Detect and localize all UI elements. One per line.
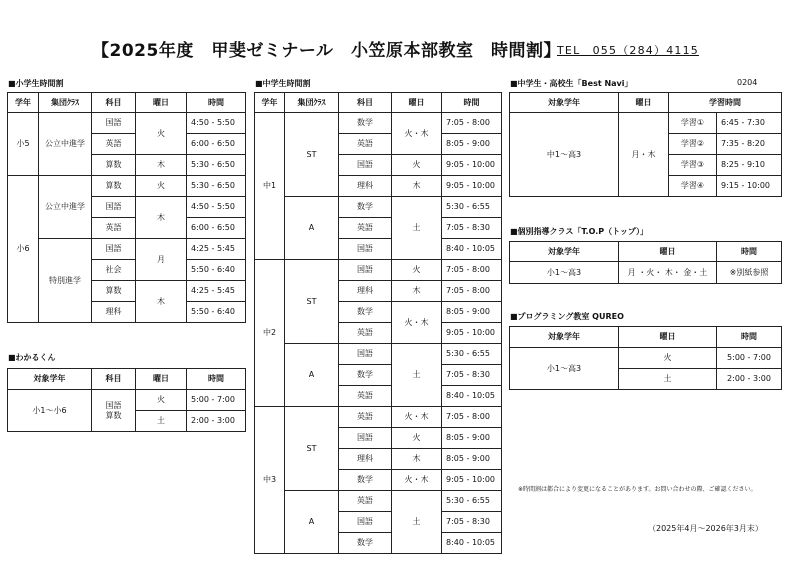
- time-cell: 9:05 - 10:00: [442, 323, 502, 344]
- time-cell: 5:30 - 6:55: [442, 197, 502, 218]
- time-cell: 5:30 - 6:50: [187, 176, 246, 197]
- grade-cell: 中2: [255, 260, 285, 407]
- page-title: 【2025年度 甲斐ゼミナール 小笠原本部教室 時間割】: [92, 41, 561, 61]
- grade-cell: 小1～小6: [8, 390, 92, 432]
- table-row: [255, 113, 502, 134]
- subject-cell: 算数: [92, 155, 136, 176]
- time-cell: 6:45 - 7:30: [717, 113, 782, 134]
- subject-cell: 国語: [92, 239, 136, 260]
- time-cell: 8:40 - 10:05: [442, 239, 502, 260]
- subject-cell: 英語: [92, 218, 136, 239]
- schedule-change-note: ※時間割は都合により変更になることがあります。お問い合わせの際、ご確認ください。: [518, 486, 757, 493]
- subject-cell: 数学: [339, 197, 392, 218]
- subject-cell: 数学: [339, 113, 392, 134]
- bestnavi-section-title: ■中学生・高校生「Best Navi」: [510, 79, 633, 88]
- table-row: [510, 262, 782, 284]
- table-row: [8, 390, 246, 411]
- day-cell: 月 ・火・ 木・ 金・土: [619, 262, 717, 284]
- subject-cell: 国語: [339, 428, 392, 449]
- subject-cell: 英語: [339, 407, 392, 428]
- day-cell: 火: [392, 155, 442, 176]
- subject-cell: 国語: [339, 260, 392, 281]
- day-cell: 火: [136, 390, 187, 411]
- time-cell: 8:05 - 9:00: [442, 302, 502, 323]
- document-code: 0204: [737, 78, 758, 87]
- table-header-row: [255, 93, 502, 113]
- header-time: 時間: [442, 93, 502, 113]
- table-header-row: [510, 93, 782, 113]
- subject-cell: 理科: [339, 281, 392, 302]
- time-cell: 9:15 - 10:00: [717, 176, 782, 197]
- day-cell: 火・木: [392, 407, 442, 428]
- grade-cell: 小6: [8, 176, 39, 323]
- header-subject: 科目: [92, 93, 136, 113]
- header-target-grade: 対象学年: [510, 242, 619, 262]
- day-cell: 月・木: [619, 113, 669, 197]
- day-cell: 火: [136, 113, 187, 155]
- subject-cell: 算数: [92, 176, 136, 197]
- header-day: 曜日: [136, 369, 187, 390]
- middle-section-title: ■中学生時間割: [255, 79, 311, 88]
- table-row: [255, 197, 502, 218]
- day-cell: 火: [619, 348, 717, 369]
- header-grade: 学年: [8, 93, 39, 113]
- study-slot-label: 学習②: [669, 134, 717, 155]
- table-header-row: [8, 93, 246, 113]
- day-cell: 火: [392, 428, 442, 449]
- elementary-section-title: ■小学生時間割: [8, 79, 64, 88]
- table-row: [510, 113, 782, 134]
- time-cell: 4:25 - 5:45: [187, 239, 246, 260]
- header-class: 集団ｸﾗｽ: [285, 93, 339, 113]
- time-cell: 7:35 - 8:20: [717, 134, 782, 155]
- subject-cell: 数学: [339, 365, 392, 386]
- table-header-row: [510, 327, 782, 348]
- time-cell: 7:05 - 8:30: [442, 218, 502, 239]
- time-cell: 8:25 - 9:10: [717, 155, 782, 176]
- time-cell: 8:40 - 10:05: [442, 386, 502, 407]
- header-target-grade: 対象学年: [510, 327, 619, 348]
- table-row: [8, 239, 246, 260]
- top-section-title: ■個別指導クラス「T.O.P（トップ）」: [510, 227, 648, 236]
- day-cell: 木: [392, 281, 442, 302]
- class-cell: ST: [285, 113, 339, 197]
- day-cell: 火: [136, 176, 187, 197]
- grade-cell: 中3: [255, 407, 285, 554]
- subject-japanese: 国語: [105, 400, 122, 410]
- day-cell: 木: [136, 155, 187, 176]
- subject-cell: 理科: [92, 302, 136, 323]
- schedule-period: （2025年4月～2026年3月末）: [648, 524, 763, 533]
- time-cell: 4:25 - 5:45: [187, 281, 246, 302]
- time-cell: 4:50 - 5:50: [187, 197, 246, 218]
- grade-cell: 小1～高3: [510, 348, 619, 390]
- time-cell: 8:05 - 9:00: [442, 134, 502, 155]
- header-study-time: 学習時間: [669, 93, 782, 113]
- study-slot-label: 学習④: [669, 176, 717, 197]
- table-header-row: [8, 369, 246, 390]
- day-cell: 土: [392, 344, 442, 407]
- time-cell: 7:05 - 8:30: [442, 512, 502, 533]
- day-cell: 木: [136, 197, 187, 239]
- time-cell: 8:40 - 10:05: [442, 533, 502, 554]
- subject-cell: 理科: [339, 449, 392, 470]
- class-cell: 公立中進学: [39, 176, 92, 239]
- time-cell: 7:05 - 8:30: [442, 365, 502, 386]
- elementary-schedule-table: [7, 92, 246, 323]
- bestnavi-schedule-table: [509, 92, 782, 197]
- header-day: 曜日: [619, 242, 717, 262]
- grade-cell: 中1～高3: [510, 113, 619, 197]
- table-header-row: [510, 242, 782, 262]
- subject-cell: 英語: [339, 134, 392, 155]
- time-cell: 7:05 - 8:00: [442, 281, 502, 302]
- subject-cell: 英語: [339, 218, 392, 239]
- table-row: [510, 348, 782, 369]
- subject-cell: 国語: [339, 512, 392, 533]
- table-row: [255, 344, 502, 365]
- subject-cell: 国語: [92, 197, 136, 218]
- middle-schedule-table: [254, 92, 502, 554]
- time-cell: 5:30 - 6:50: [187, 155, 246, 176]
- header-time: 時間: [187, 93, 246, 113]
- header-class: 集団ｸﾗｽ: [39, 93, 92, 113]
- time-cell: 2:00 - 3:00: [717, 369, 782, 390]
- header-time: 時間: [187, 369, 246, 390]
- subject-cell: 数学: [339, 470, 392, 491]
- day-cell: 木: [392, 449, 442, 470]
- time-cell: 5:00 - 7:00: [717, 348, 782, 369]
- time-cell: 5:30 - 6:55: [442, 344, 502, 365]
- header-target-grade: 対象学年: [510, 93, 619, 113]
- class-cell: A: [285, 197, 339, 260]
- study-slot-label: 学習①: [669, 113, 717, 134]
- subject-cell: 国語: [339, 239, 392, 260]
- subject-cell: 英語: [339, 491, 392, 512]
- time-cell: 6:00 - 6:50: [187, 218, 246, 239]
- time-cell: 4:50 - 5:50: [187, 113, 246, 134]
- time-cell: 8:05 - 9:00: [442, 428, 502, 449]
- subject-cell: 社会: [92, 260, 136, 281]
- qureo-section-title: ■プログラミング教室 QUREO: [510, 312, 624, 321]
- header-day: 曜日: [392, 93, 442, 113]
- subject-cell: 英語: [339, 386, 392, 407]
- subject-cell: 数学: [339, 533, 392, 554]
- header-target-grade: 対象学年: [8, 369, 92, 390]
- table-row: [255, 491, 502, 512]
- day-cell: 火: [392, 260, 442, 281]
- header-subject: 科目: [339, 93, 392, 113]
- time-cell: 7:05 - 8:00: [442, 113, 502, 134]
- grade-cell: 中1: [255, 113, 285, 260]
- time-cell: 8:05 - 9:00: [442, 449, 502, 470]
- subject-cell: 国語: [339, 344, 392, 365]
- day-cell: 月: [136, 239, 187, 281]
- time-cell: 7:05 - 8:00: [442, 260, 502, 281]
- table-row: [8, 113, 246, 134]
- subject-math: 算数: [105, 410, 122, 420]
- grade-cell: 小1～高3: [510, 262, 619, 284]
- time-cell: 5:50 - 6:40: [187, 302, 246, 323]
- time-cell: 2:00 - 3:00: [187, 411, 246, 432]
- time-cell: 5:30 - 6:55: [442, 491, 502, 512]
- time-cell: ※別紙参照: [717, 262, 782, 284]
- day-cell: 木: [392, 176, 442, 197]
- table-row: [255, 260, 502, 281]
- time-cell: 9:05 - 10:00: [442, 155, 502, 176]
- class-cell: ST: [285, 260, 339, 344]
- header-day: 曜日: [619, 93, 669, 113]
- day-cell: 土: [392, 197, 442, 260]
- wakaru-schedule-table: [7, 368, 246, 432]
- qureo-schedule-table: [509, 326, 782, 390]
- table-row: [255, 407, 502, 428]
- subject-cell: [92, 390, 136, 432]
- class-cell: 特別進学: [39, 239, 92, 323]
- day-cell: 火・木: [392, 470, 442, 491]
- grade-cell: 小5: [8, 113, 39, 176]
- header-day: 曜日: [136, 93, 187, 113]
- class-cell: ST: [285, 407, 339, 491]
- subject-cell: 算数: [92, 281, 136, 302]
- time-cell: 5:00 - 7:00: [187, 390, 246, 411]
- header-time: 時間: [717, 242, 782, 262]
- class-cell: A: [285, 491, 339, 554]
- day-cell: 土: [136, 411, 187, 432]
- time-cell: 6:00 - 6:50: [187, 134, 246, 155]
- day-cell: 土: [392, 491, 442, 554]
- phone-number[interactable]: TEL 055（284）4115: [557, 44, 699, 57]
- header-time: 時間: [717, 327, 782, 348]
- subject-cell: 英語: [339, 323, 392, 344]
- day-cell: 土: [619, 369, 717, 390]
- subject-cell: 理科: [339, 176, 392, 197]
- subject-cell: 数学: [339, 302, 392, 323]
- wakaru-section-title: ■わかるくん: [8, 353, 56, 362]
- class-cell: 公立中進学: [39, 113, 92, 176]
- header-day: 曜日: [619, 327, 717, 348]
- time-cell: 5:50 - 6:40: [187, 260, 246, 281]
- header-grade: 学年: [255, 93, 285, 113]
- time-cell: 9:05 - 10:00: [442, 176, 502, 197]
- table-row: [8, 176, 246, 197]
- day-cell: 火・木: [392, 113, 442, 155]
- subject-cell: 英語: [92, 134, 136, 155]
- day-cell: 火・木: [392, 302, 442, 344]
- time-cell: 9:05 - 10:00: [442, 470, 502, 491]
- top-schedule-table: [509, 241, 782, 284]
- header-subject: 科目: [92, 369, 136, 390]
- class-cell: A: [285, 344, 339, 407]
- time-cell: 7:05 - 8:00: [442, 407, 502, 428]
- subject-cell: 国語: [92, 113, 136, 134]
- study-slot-label: 学習③: [669, 155, 717, 176]
- subject-cell: 国語: [339, 155, 392, 176]
- day-cell: 木: [136, 281, 187, 323]
